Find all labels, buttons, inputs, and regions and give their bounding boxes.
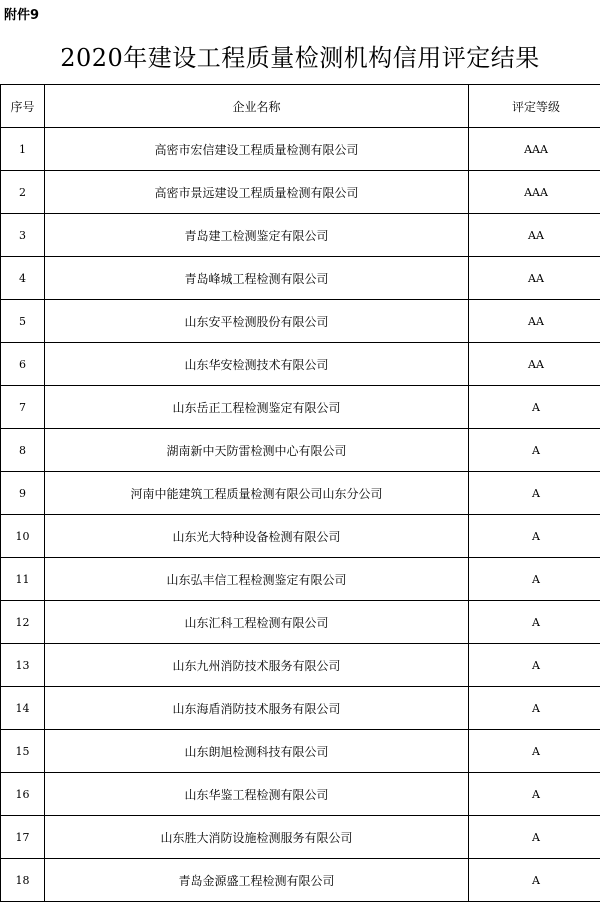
row-number: 7 xyxy=(1,386,45,429)
header-grade: 评定等级 xyxy=(469,85,600,128)
company-name: 青岛金源盛工程检测有限公司 xyxy=(45,859,469,902)
row-number: 10 xyxy=(1,515,45,558)
credit-grade: AA xyxy=(469,214,600,257)
company-name: 山东胜大消防设施检测服务有限公司 xyxy=(45,816,469,859)
credit-grade: AA xyxy=(469,257,600,300)
company-name: 山东朗旭检测科技有限公司 xyxy=(45,730,469,773)
table-row xyxy=(1,429,600,472)
credit-grade: A xyxy=(469,859,600,902)
row-number: 2 xyxy=(1,171,45,214)
row-number: 11 xyxy=(1,558,45,601)
credit-grade: AA xyxy=(469,300,600,343)
credit-grade: AAA xyxy=(469,171,600,214)
row-number: 12 xyxy=(1,601,45,644)
table-row xyxy=(1,128,600,171)
row-number: 3 xyxy=(1,214,45,257)
credit-grade: A xyxy=(469,644,600,687)
credit-grade: A xyxy=(469,730,600,773)
company-name: 山东海盾消防技术服务有限公司 xyxy=(45,687,469,730)
company-name: 山东弘丰信工程检测鉴定有限公司 xyxy=(45,558,469,601)
credit-grade: A xyxy=(469,773,600,816)
row-number: 16 xyxy=(1,773,45,816)
table-row xyxy=(1,472,600,515)
table-row xyxy=(1,859,600,902)
attachment-label: 附件9 xyxy=(4,8,40,23)
table-header-row xyxy=(1,85,600,128)
company-name: 青岛峰城工程检测有限公司 xyxy=(45,257,469,300)
company-name: 山东九州消防技术服务有限公司 xyxy=(45,644,469,687)
table-row xyxy=(1,300,600,343)
credit-grade: A xyxy=(469,601,600,644)
company-name: 高密市宏信建设工程质量检测有限公司 xyxy=(45,128,469,171)
company-name: 青岛建工检测鉴定有限公司 xyxy=(45,214,469,257)
table-row xyxy=(1,515,600,558)
credit-grade: AAA xyxy=(469,128,600,171)
table-row xyxy=(1,773,600,816)
company-name: 山东华鉴工程检测有限公司 xyxy=(45,773,469,816)
credit-grade: A xyxy=(469,515,600,558)
table-row xyxy=(1,386,600,429)
table-row xyxy=(1,343,600,386)
credit-grade: A xyxy=(469,429,600,472)
row-number: 15 xyxy=(1,730,45,773)
company-name: 山东汇科工程检测有限公司 xyxy=(45,601,469,644)
table-row xyxy=(1,558,600,601)
company-name: 山东光大特种设备检测有限公司 xyxy=(45,515,469,558)
credit-grade: A xyxy=(469,386,600,429)
company-name: 山东岳正工程检测鉴定有限公司 xyxy=(45,386,469,429)
credit-grade: A xyxy=(469,472,600,515)
company-name: 高密市景远建设工程质量检测有限公司 xyxy=(45,171,469,214)
table-row xyxy=(1,816,600,859)
results-table xyxy=(0,84,600,902)
table-row xyxy=(1,644,600,687)
table-row xyxy=(1,214,600,257)
row-number: 18 xyxy=(1,859,45,902)
table-row xyxy=(1,730,600,773)
credit-grade: AA xyxy=(469,343,600,386)
row-number: 5 xyxy=(1,300,45,343)
credit-grade: A xyxy=(469,558,600,601)
row-number: 1 xyxy=(1,128,45,171)
row-number: 4 xyxy=(1,257,45,300)
row-number: 8 xyxy=(1,429,45,472)
row-number: 6 xyxy=(1,343,45,386)
table-row xyxy=(1,687,600,730)
company-name: 山东安平检测股份有限公司 xyxy=(45,300,469,343)
header-company-name: 企业名称 xyxy=(45,85,469,128)
table-row xyxy=(1,171,600,214)
row-number: 13 xyxy=(1,644,45,687)
table-row xyxy=(1,601,600,644)
table-row xyxy=(1,257,600,300)
row-number: 14 xyxy=(1,687,45,730)
credit-grade: A xyxy=(469,687,600,730)
credit-grade: A xyxy=(469,816,600,859)
row-number: 17 xyxy=(1,816,45,859)
row-number: 9 xyxy=(1,472,45,515)
header-no: 序号 xyxy=(1,85,45,128)
company-name: 山东华安检测技术有限公司 xyxy=(45,343,469,386)
company-name: 湖南新中天防雷检测中心有限公司 xyxy=(45,429,469,472)
company-name: 河南中能建筑工程质量检测有限公司山东分公司 xyxy=(45,472,469,515)
page-title: 2020年建设工程质量检测机构信用评定结果 xyxy=(60,44,540,72)
